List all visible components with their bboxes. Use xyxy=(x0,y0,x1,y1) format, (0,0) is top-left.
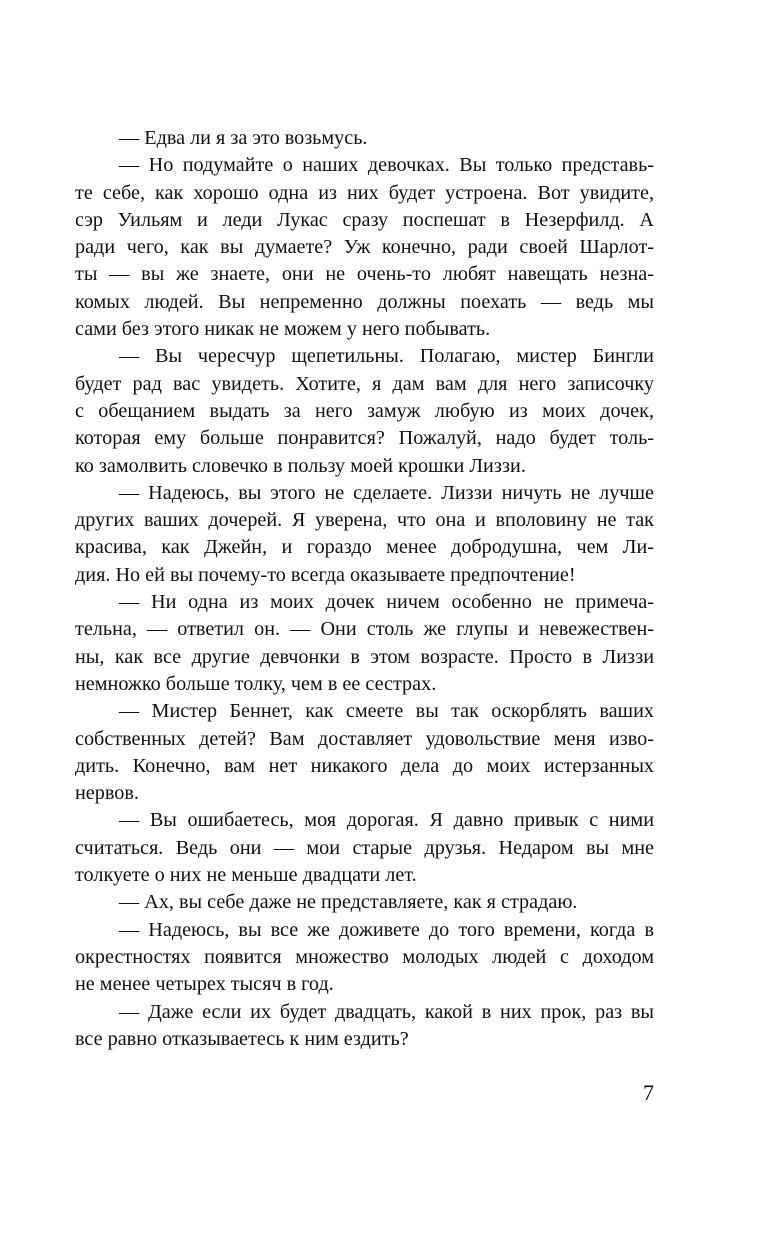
paragraph xyxy=(75,152,654,343)
text-line: ны, как все другие девчонки в этом возрасте. Просто в Лиззи xyxy=(75,645,654,668)
text-line: ради чего, как вы думаете? Уж конечно, ради своей Шарлот- xyxy=(75,236,654,259)
text-line: дить. Конечно, вам нет никакого дела до моих истерзанных xyxy=(75,754,654,777)
text-line: красива, как Джейн, и гораздо менее добродушна, чем Ли- xyxy=(75,536,654,559)
text-line: других ваших дочерей. Я уверена, что она и вполовину не так xyxy=(75,509,654,532)
text-line: немножко больше толку, чем в ее сестрах. xyxy=(75,672,437,695)
text-line: с обещанием выдать за него замуж любую из моих дочек, xyxy=(75,399,654,422)
paragraph xyxy=(75,343,654,479)
body-text xyxy=(75,125,654,1053)
text-line: — Ни одна из моих дочек ничем особенно не примеча- xyxy=(119,591,654,614)
paragraph xyxy=(75,999,654,1054)
text-line: тельна, — ответил он. — Они столь же глупы и невежествен- xyxy=(75,618,654,641)
text-line: комых людей. Вы непременно должны поехать — ведь мы xyxy=(75,290,654,313)
text-line: будет рад вас увидеть. Хотите, я дам вам для него записочку xyxy=(75,372,654,395)
paragraph xyxy=(75,480,654,589)
text-line: — Ах, вы себе даже не представляете, как я страдаю. xyxy=(119,891,578,914)
text-line: которая ему больше понравится? Пожалуй, надо будет толь- xyxy=(75,427,654,450)
text-line: — Вы чересчур щепетильны. Полагаю, мистер Бингли xyxy=(119,345,654,368)
text-line: — Надеюсь, вы все же доживете до того времени, когда в xyxy=(119,918,654,941)
text-line: — Даже если их будет двадцать, какой в них прок, раз вы xyxy=(119,1000,654,1023)
text-line: — Мистер Беннет, как смеете вы так оскорблять ваших xyxy=(119,700,654,723)
text-line: те себе, как хорошо одна из них будет устроена. Вот увидите, xyxy=(75,181,654,204)
text-line: окрестностях появится множество молодых людей с доходом xyxy=(75,945,654,968)
paragraph xyxy=(75,125,654,152)
text-line: считаться. Ведь они — мои старые друзья. Недаром вы мне xyxy=(75,836,654,859)
text-line: собственных детей? Вам доставляет удовольствие меня изво- xyxy=(75,727,654,750)
page-number: 7 xyxy=(643,1080,654,1105)
paragraph xyxy=(75,889,654,916)
text-line: — Едва ли я за это возьмусь. xyxy=(119,127,368,149)
text-line: нервов. xyxy=(75,782,139,805)
text-line: ты — вы же знаете, они не очень-то любят навещать незна- xyxy=(75,263,654,286)
text-line: все равно отказываетесь к ним ездить? xyxy=(75,1027,409,1050)
text-line: не менее четырех тысяч в год. xyxy=(75,973,334,996)
text-line: дия. Но ей вы почему-то всегда оказываете предпочтение! xyxy=(75,563,576,586)
text-line: — Вы ошибаетесь, моя дорогая. Я давно привык с ними xyxy=(119,809,654,832)
paragraph xyxy=(75,698,654,807)
text-line: сэр Уильям и леди Лукас сразу поспешат в Незерфилд. А xyxy=(75,208,654,231)
paragraph xyxy=(75,917,654,999)
text-line: ко замолвить словечко в пользу моей крошки Лиззи. xyxy=(75,454,526,477)
text-line: — Надеюсь, вы этого не сделаете. Лиззи ничуть не лучше xyxy=(119,481,654,504)
text-line: сами без этого никак не можем у него побывать. xyxy=(75,318,491,341)
paragraph xyxy=(75,807,654,889)
paragraph xyxy=(75,589,654,698)
text-line: толкуете о них не меньше двадцати лет. xyxy=(75,864,417,887)
text-line: — Но подумайте о наших девочках. Вы только представь- xyxy=(119,154,654,177)
